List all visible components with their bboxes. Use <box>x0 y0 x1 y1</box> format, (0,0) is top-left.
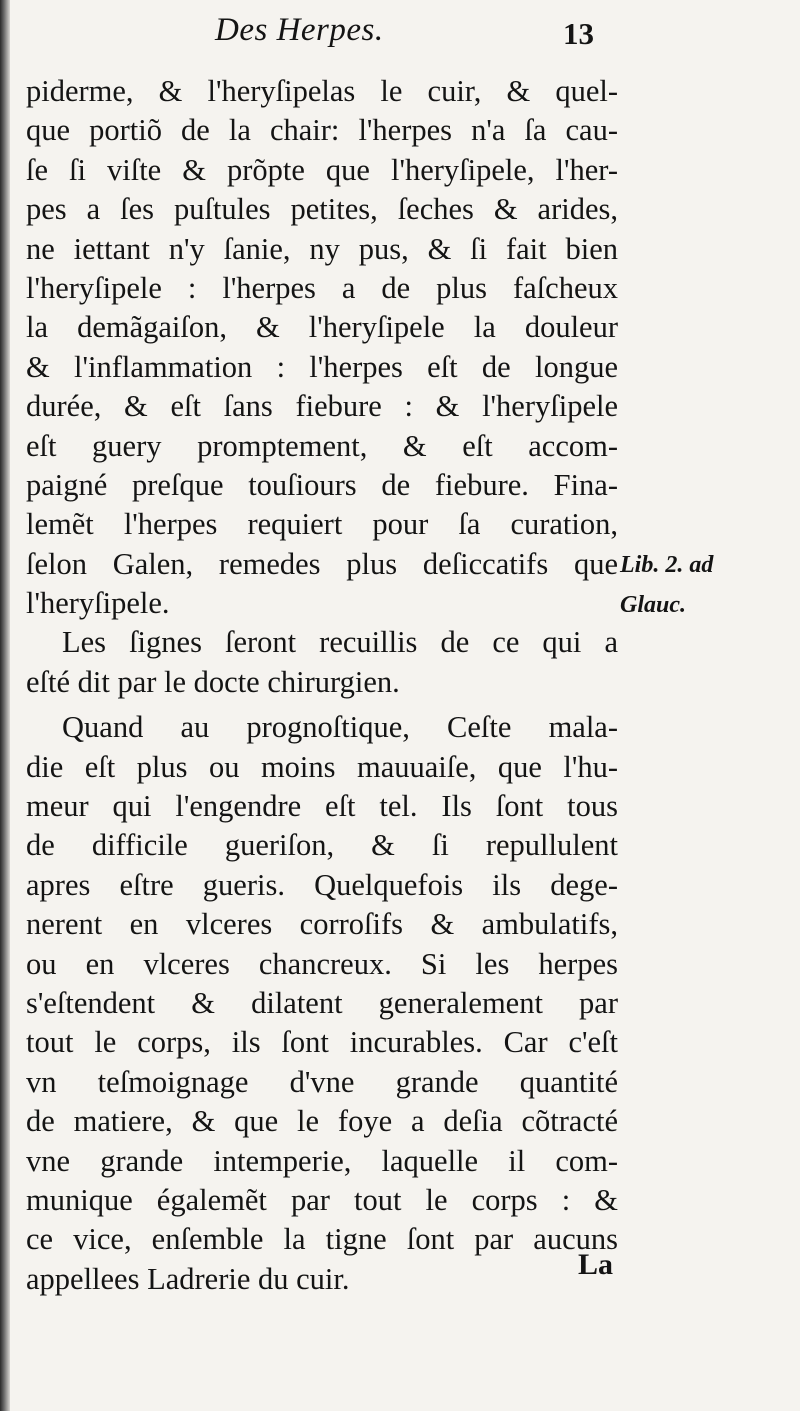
marginal-note-line: Lib. 2. ad <box>620 552 714 578</box>
text-line: l'heryſipele : l'herpes a de plus faſcheux <box>26 270 618 305</box>
text-line: apres eſtre gueris. Quelquefois ils dege- <box>26 867 618 902</box>
text-line: ce vice, enſemble la tigne ſont par aucuns <box>26 1222 618 1257</box>
text-line: ſelon Galen, remedes plus deſiccatifs que <box>26 546 618 581</box>
text-line: l'heryſipele. <box>26 586 170 621</box>
text-line: s'eſtendent & dilatent generalement par <box>26 985 618 1020</box>
text-line: pes a ſes puſtules petites, ſeches & arides, <box>26 192 618 227</box>
text-line: tout le corps, ils ſont incurables. Car c'eſt <box>26 1025 618 1060</box>
text-line: de difficile gueriſon, & ſi repullulent <box>26 828 618 863</box>
text-line: Quand au prognoſtique, Ceſte mala- <box>62 710 618 745</box>
text-line: die eſt plus ou moins mauuaiſe, que l'hu- <box>26 749 618 784</box>
text-line: meur qui l'engendre eſt tel. Ils ſont tous <box>26 789 618 824</box>
text-line: paigné preſque touſiours de fiebure. Fina- <box>26 467 618 502</box>
marginal-note <box>620 545 713 625</box>
text-line: de matiere, & que le foye a deſia cõtracté <box>26 1104 618 1139</box>
marginal-note-line: Glauc. <box>620 592 686 618</box>
text-line: ne iettant n'y ſanie, ny pus, & ſi fait bien <box>26 231 618 266</box>
text-line: Les ſignes ſeront recuillis de ce qui a <box>62 625 618 660</box>
page-number: 13 <box>563 16 594 51</box>
text-line: vne grande intemperie, laquelle il com- <box>26 1143 618 1178</box>
text-line: durée, & eſt ſans fiebure : & l'heryſipele <box>26 389 618 424</box>
text-line: que portiõ de la chair: l'herpes n'a ſa cau- <box>26 113 618 148</box>
catchword: La <box>578 1248 614 1281</box>
text-line: eſt guery promptement, & eſt accom- <box>26 428 618 463</box>
text-line: eſté dit par le docte chirurgien. <box>26 664 400 699</box>
text-line: lemẽt l'herpes requiert pour ſa curation, <box>26 507 618 542</box>
text-line: appellees Ladrerie du cuir. <box>26 1261 350 1296</box>
text-line: la demãgaiſon, & l'heryſipele la douleur <box>26 310 618 345</box>
running-head: Des Herpes. <box>215 12 384 48</box>
text-line: piderme, & l'heryſipelas le cuir, & quel- <box>26 74 618 108</box>
text-line: & l'inflammation : l'herpes eſt de longue <box>26 349 618 384</box>
body-text <box>26 72 618 1299</box>
text-line: ſe ſi viſte & prõpte que l'heryſipele, l'her- <box>26 152 618 187</box>
page-gutter-shadow <box>0 0 10 1411</box>
text-line: ou en vlceres chancreux. Si les herpes <box>26 946 618 981</box>
text-line: vn teſmoignage d'vne grande quantité <box>26 1064 618 1099</box>
text-line: munique égalemẽt par tout le corps : & <box>26 1182 618 1217</box>
text-line: nerent en vlceres corroſifs & ambulatifs, <box>26 907 618 942</box>
